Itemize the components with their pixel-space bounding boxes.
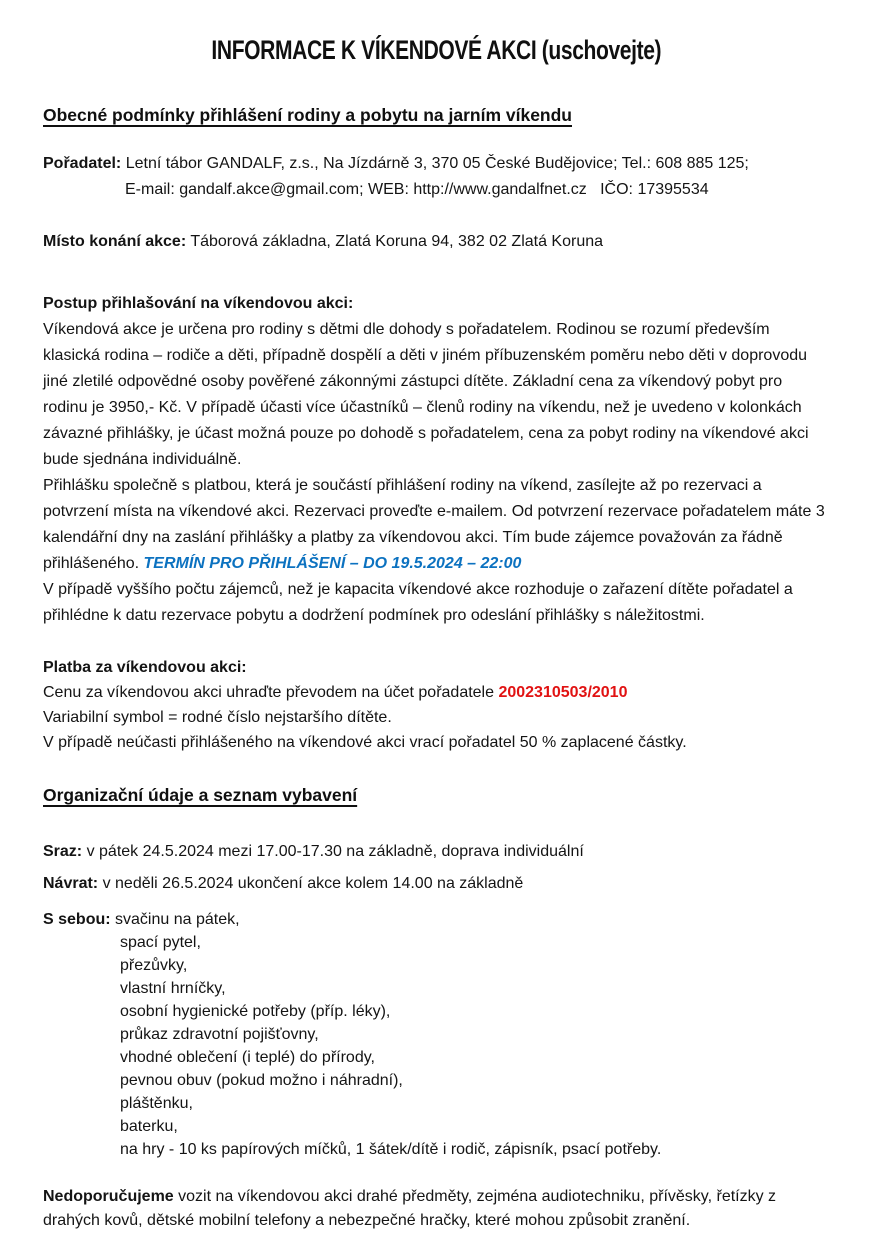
bring-list: [43, 931, 830, 1161]
payment-line-account: [43, 680, 830, 705]
organizer-line1: Letní tábor GANDALF, z.s., Na Jízdárně 3, 370 05 České Budějovice; Tel.: 608 885 125;: [121, 155, 749, 172]
meeting-paragraph: [43, 839, 830, 865]
venue-paragraph: [43, 229, 830, 255]
return-paragraph: [43, 871, 830, 897]
document-title: [43, 30, 830, 67]
warning-label: Nedoporučujeme: [43, 1188, 174, 1205]
payment-refund-policy: V případě neúčasti přihlášeného na víkendové akci vrací pořadatel 50 % zaplacené částky.: [43, 734, 687, 751]
return-text: v neděli 26.5.2024 ukončení akce kolem 14.00 na základně: [98, 875, 524, 892]
payment-variable-symbol: Variabilní symbol = rodné číslo nejstaršího dítěte.: [43, 709, 392, 726]
bring-list-item: osobní hygienické potřeby (příp. léky),: [120, 1003, 391, 1020]
meeting-label: Sraz:: [43, 843, 83, 860]
bring-list-item: baterku,: [120, 1118, 178, 1135]
venue-label: Místo konání akce:: [43, 233, 187, 250]
venue-text: Táborová základna, Zlatá Koruna 94, 382 02 Zlatá Koruna: [186, 233, 604, 250]
return-label: Návrat:: [43, 875, 99, 892]
payment-section: [43, 655, 830, 755]
bring-list-item: pláštěnku,: [120, 1095, 193, 1112]
warning-text: vozit na víkendovou akci drahé předměty, zejména audiotechniku, přívěsky, řetízky z drahých kovů, dětské mobilní telefony a nebezpečné hračky, které mohou způsobit zranění.: [43, 1188, 777, 1229]
warning-paragraph: [43, 1185, 830, 1233]
section-heading-organization: Organizační údaje a seznam vybavení: [43, 785, 358, 805]
bring-list-item: spací pytel,: [120, 934, 201, 951]
bring-list-item: průkaz zdravotní pojišťovny,: [120, 1026, 319, 1043]
payment-account-number: 2002310503/2010: [498, 684, 628, 701]
bring-label: S sebou:: [43, 911, 111, 928]
procedure-heading: Postup přihlašování na víkendovou akci:: [43, 295, 354, 312]
meeting-text: v pátek 24.5.2024 mezi 17.00-17.30 na základně, doprava individuální: [82, 843, 584, 860]
organizer-label: Pořadatel:: [43, 155, 122, 172]
organizer-contact-line: E-mail: gandalf.akce@gmail.com; WEB: http://www.gandalfnet.cz IČO: 17395534: [125, 181, 709, 198]
bring-list-item: vhodné oblečení (i teplé) do přírody,: [120, 1049, 375, 1066]
document-title-text: INFORMACE K VÍKENDOVÉ AKCI (uschovejte): [211, 35, 662, 65]
bring-list-item: pevnou obuv (pokud možno i náhradní),: [120, 1072, 403, 1089]
bring-paragraph: [43, 908, 830, 931]
procedure-paragraph-3: V případě vyššího počtu zájemců, než je kapacita víkendové akce rozhoduje o zařazení dítěte pořadatel a přihlédne k datu rezervace pobytu a dodržení podmínek pro odeslání přihlášky s náležitostmi.: [43, 581, 793, 624]
registration-deadline: TERMÍN PRO PŘIHLÁŠENÍ – DO 19.5.2024 – 22:00: [143, 555, 522, 572]
procedure-paragraph-2-text: Přihlášku společně s platbou, která je součástí přihlášení rodiny na víkend, zasílejte až po rezervaci a potvrzení místa na víkendové akci. Rezervaci proveďte e-mailem. Od potvrzení rezervace pořadatelem máte 3 kalendářní dny na zaslání přihlášky a platby za víkendovou akci. Tím bude zájemce považován za řádně přihlášeného.: [43, 477, 825, 572]
payment-heading: Platba za víkendovou akci:: [43, 659, 247, 676]
bring-list-item: vlastní hrníčky,: [120, 980, 226, 997]
procedure-paragraph-2: [43, 473, 830, 577]
bring-list-item: přezůvky,: [120, 957, 188, 974]
bring-first-item: svačinu na pátek,: [110, 911, 240, 928]
section-heading-general-conditions: Obecné podmínky přihlášení rodiny a pobytu na jarním víkendu: [43, 105, 572, 125]
organizer-paragraph: [43, 151, 830, 177]
payment-line-prefix: Cenu za víkendovou akci uhraďte převodem na účet pořadatele: [43, 684, 499, 701]
bring-list-item: na hry - 10 ks papírových míčků, 1 šátek/dítě i rodič, zápisník, psací potřeby.: [120, 1141, 662, 1158]
procedure-paragraph-1: Víkendová akce je určena pro rodiny s dětmi dle dohody s pořadatelem. Rodinou se rozumí především klasická rodina – rodiče a děti, případně dospělí a děti v jiném příbuzenském poměru nebo děti v doprovodu jiné zletilé odpovědné osoby pověřené zákonnými zástupci dítěte. Základní cena za víkendový pobyt pro rodinu je 3950,- Kč. V případě účasti více účastníků – členů rodiny na víkendu, než je uvedeno v kolonkách závazné přihlášky, je účast možná pouze po dohodě s pořadatelem, cena za pobyt rodiny na víkendové akci bude sjednána individuálně.: [43, 321, 809, 468]
